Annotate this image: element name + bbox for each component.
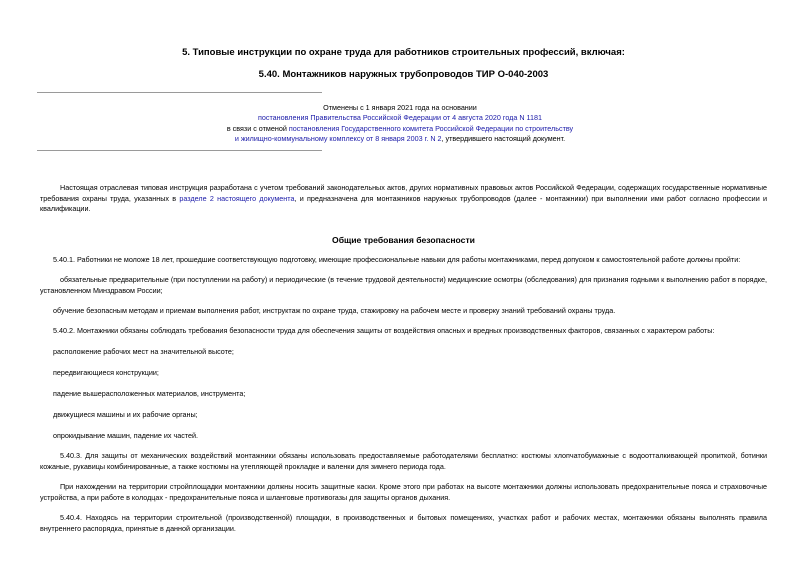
list-item-falling-materials: падение вышерасположенных материалов, инструмента; <box>53 389 246 398</box>
divider-top <box>37 92 322 93</box>
paragraph-5-40-4: 5.40.4. Находясь на территории строительной (производственной) площадки, в производственных и бытовых помещениях, участках работ и рабочих местах, монтажники обязаны выполнять правила внутреннего распорядка, принятые в данной организации. <box>40 513 767 533</box>
paragraph-protective-equipment: При нахождении на территории стройплощадки монтажники должны носить защитные каски. Кроме этого при работах на высоте монтажники должны использовать предохранительные пояса и страховочные устройства, а при работе в колодцах - предохранительные пояса и шланговые противогазы для защиты органов дыхания. <box>40 482 767 502</box>
divider-bottom <box>37 150 322 151</box>
section-title: Общие требования безопасности <box>332 235 475 245</box>
intro-text-tail: , и предназначена для монтажников наружных трубопроводов (далее - монтажники) при выполнении ими работ согласно профессии и квалификации. <box>40 193 768 214</box>
notice-text: в связи с отменой <box>226 123 289 133</box>
paragraph-5-40-3: 5.40.3. Для защиты от механических воздействий монтажники обязаны использовать предоставляемые работодателями бесплатно: костюмы хлопчатобумажные с водоотталкивающей пропиткой, ботинки кожаные, рукавицы комбинированные, а также костюмы на утепляющей прокладке и валенки для зимнего периода года. <box>40 451 767 471</box>
notice-link-government-decree[interactable]: постановления Правительства Российской Федерации от 4 августа 2020 года N 1181 <box>257 113 543 123</box>
list-item-height: расположение рабочих мест на значительной высоте; <box>53 347 234 356</box>
document-heading: 5. Типовые инструкции по охране труда для работников строительных профессий, включая: <box>182 47 625 58</box>
document-subheading: 5.40. Монтажников наружных трубопроводов ТИР О-040-2003 <box>258 69 549 80</box>
notice-link-gosstroy-decree[interactable]: постановления Государственного комитета Российской Федерации по строительству <box>288 123 574 133</box>
paragraph-5-40-2: 5.40.2. Монтажники обязаны соблюдать требования безопасности труда для обеспечения защиты от воздействия опасных и вредных производственных факторов, связанных с характером работы: <box>53 326 715 335</box>
notice-text-tail: , утвердившего настоящий документ. <box>441 134 566 144</box>
intro-text: Настоящая отраслевая типовая инструкция разработана с учетом требований законодательных актов, других нормативных правовых актов Российской Федерации, содержащих государственные нормативные требования охраны труда, указанных в <box>40 183 767 203</box>
notice-line: Отменены с 1 января 2021 года на основании <box>323 103 477 112</box>
notice-link-gosstroy-decree-cont[interactable]: и жилищно-коммунальному комплексу от 8 января 2003 г. N 2 <box>234 134 442 144</box>
list-item-moving-structures: передвигающиеся конструкции; <box>53 368 159 377</box>
paragraph-medical-exams: обязательные предварительные (при поступлении на работу) и периодические (в течение трудовой деятельности) медицинские осмотры (обследования) для признания годными к выполнению работ в порядке, установленном Минздравом России; <box>40 275 767 295</box>
list-item-overturning: опрокидывание машин, падение их частей. <box>53 431 199 440</box>
paragraph-training: обучение безопасным методам и приемам выполнения работ, инструктаж по охране труда, стажировку на рабочем месте и проверку знаний требований охраны труда. <box>53 306 616 315</box>
list-item-moving-machines: движущиеся машины и их рабочие органы; <box>53 410 198 419</box>
intro-paragraph <box>40 183 767 215</box>
paragraph-5-40-1: 5.40.1. Работники не моложе 18 лет, прошедшие соответствующую подготовку, имеющие профессиональные навыки для работы монтажниками, перед допуском к самостоятельной работе должны пройти: <box>53 255 741 264</box>
link-section-2[interactable]: разделе 2 настоящего документа <box>179 193 295 203</box>
cancellation-notice <box>200 103 600 145</box>
